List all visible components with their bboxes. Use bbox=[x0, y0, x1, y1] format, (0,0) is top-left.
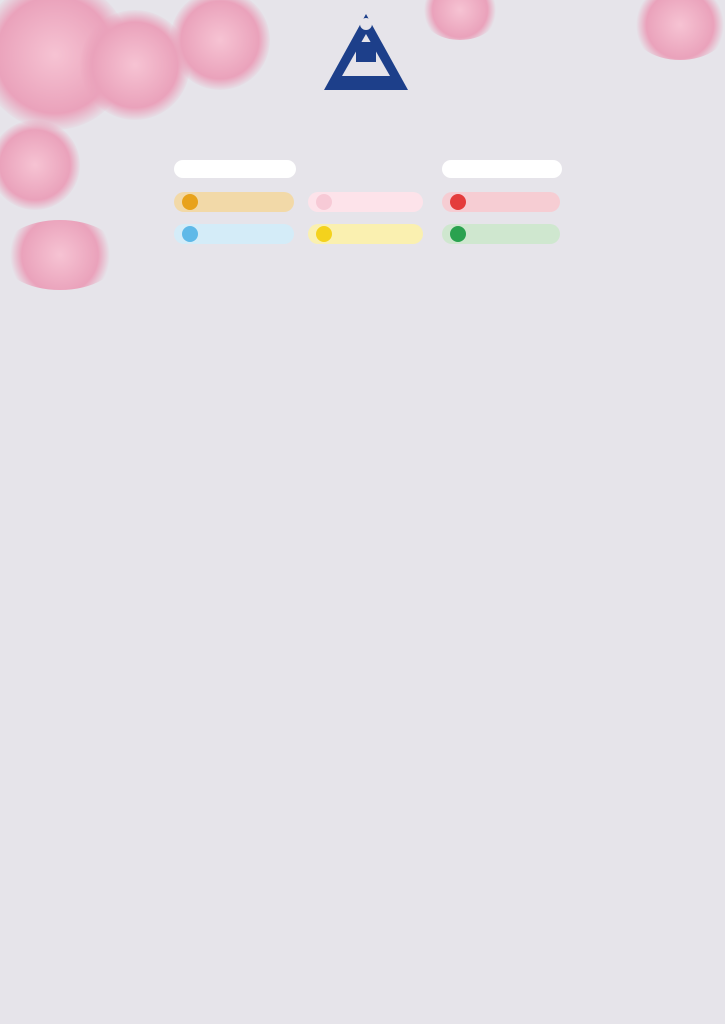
legend-count bbox=[450, 194, 466, 210]
legend-count bbox=[182, 194, 198, 210]
header bbox=[0, 0, 725, 265]
legend-item bbox=[308, 224, 423, 244]
legend-count bbox=[182, 226, 198, 242]
legend-item bbox=[174, 192, 294, 212]
legend-item bbox=[442, 224, 560, 244]
legend-count bbox=[316, 194, 332, 210]
company-logo-icon bbox=[318, 12, 414, 92]
legend-count bbox=[450, 226, 466, 242]
legend-item bbox=[308, 192, 423, 212]
legend-item bbox=[442, 192, 560, 212]
legend-item bbox=[174, 224, 294, 244]
total-holidays-stat bbox=[174, 160, 296, 178]
prayer-calligraphy bbox=[527, 33, 708, 106]
legend-count bbox=[316, 226, 332, 242]
working-days-stat bbox=[442, 160, 562, 178]
